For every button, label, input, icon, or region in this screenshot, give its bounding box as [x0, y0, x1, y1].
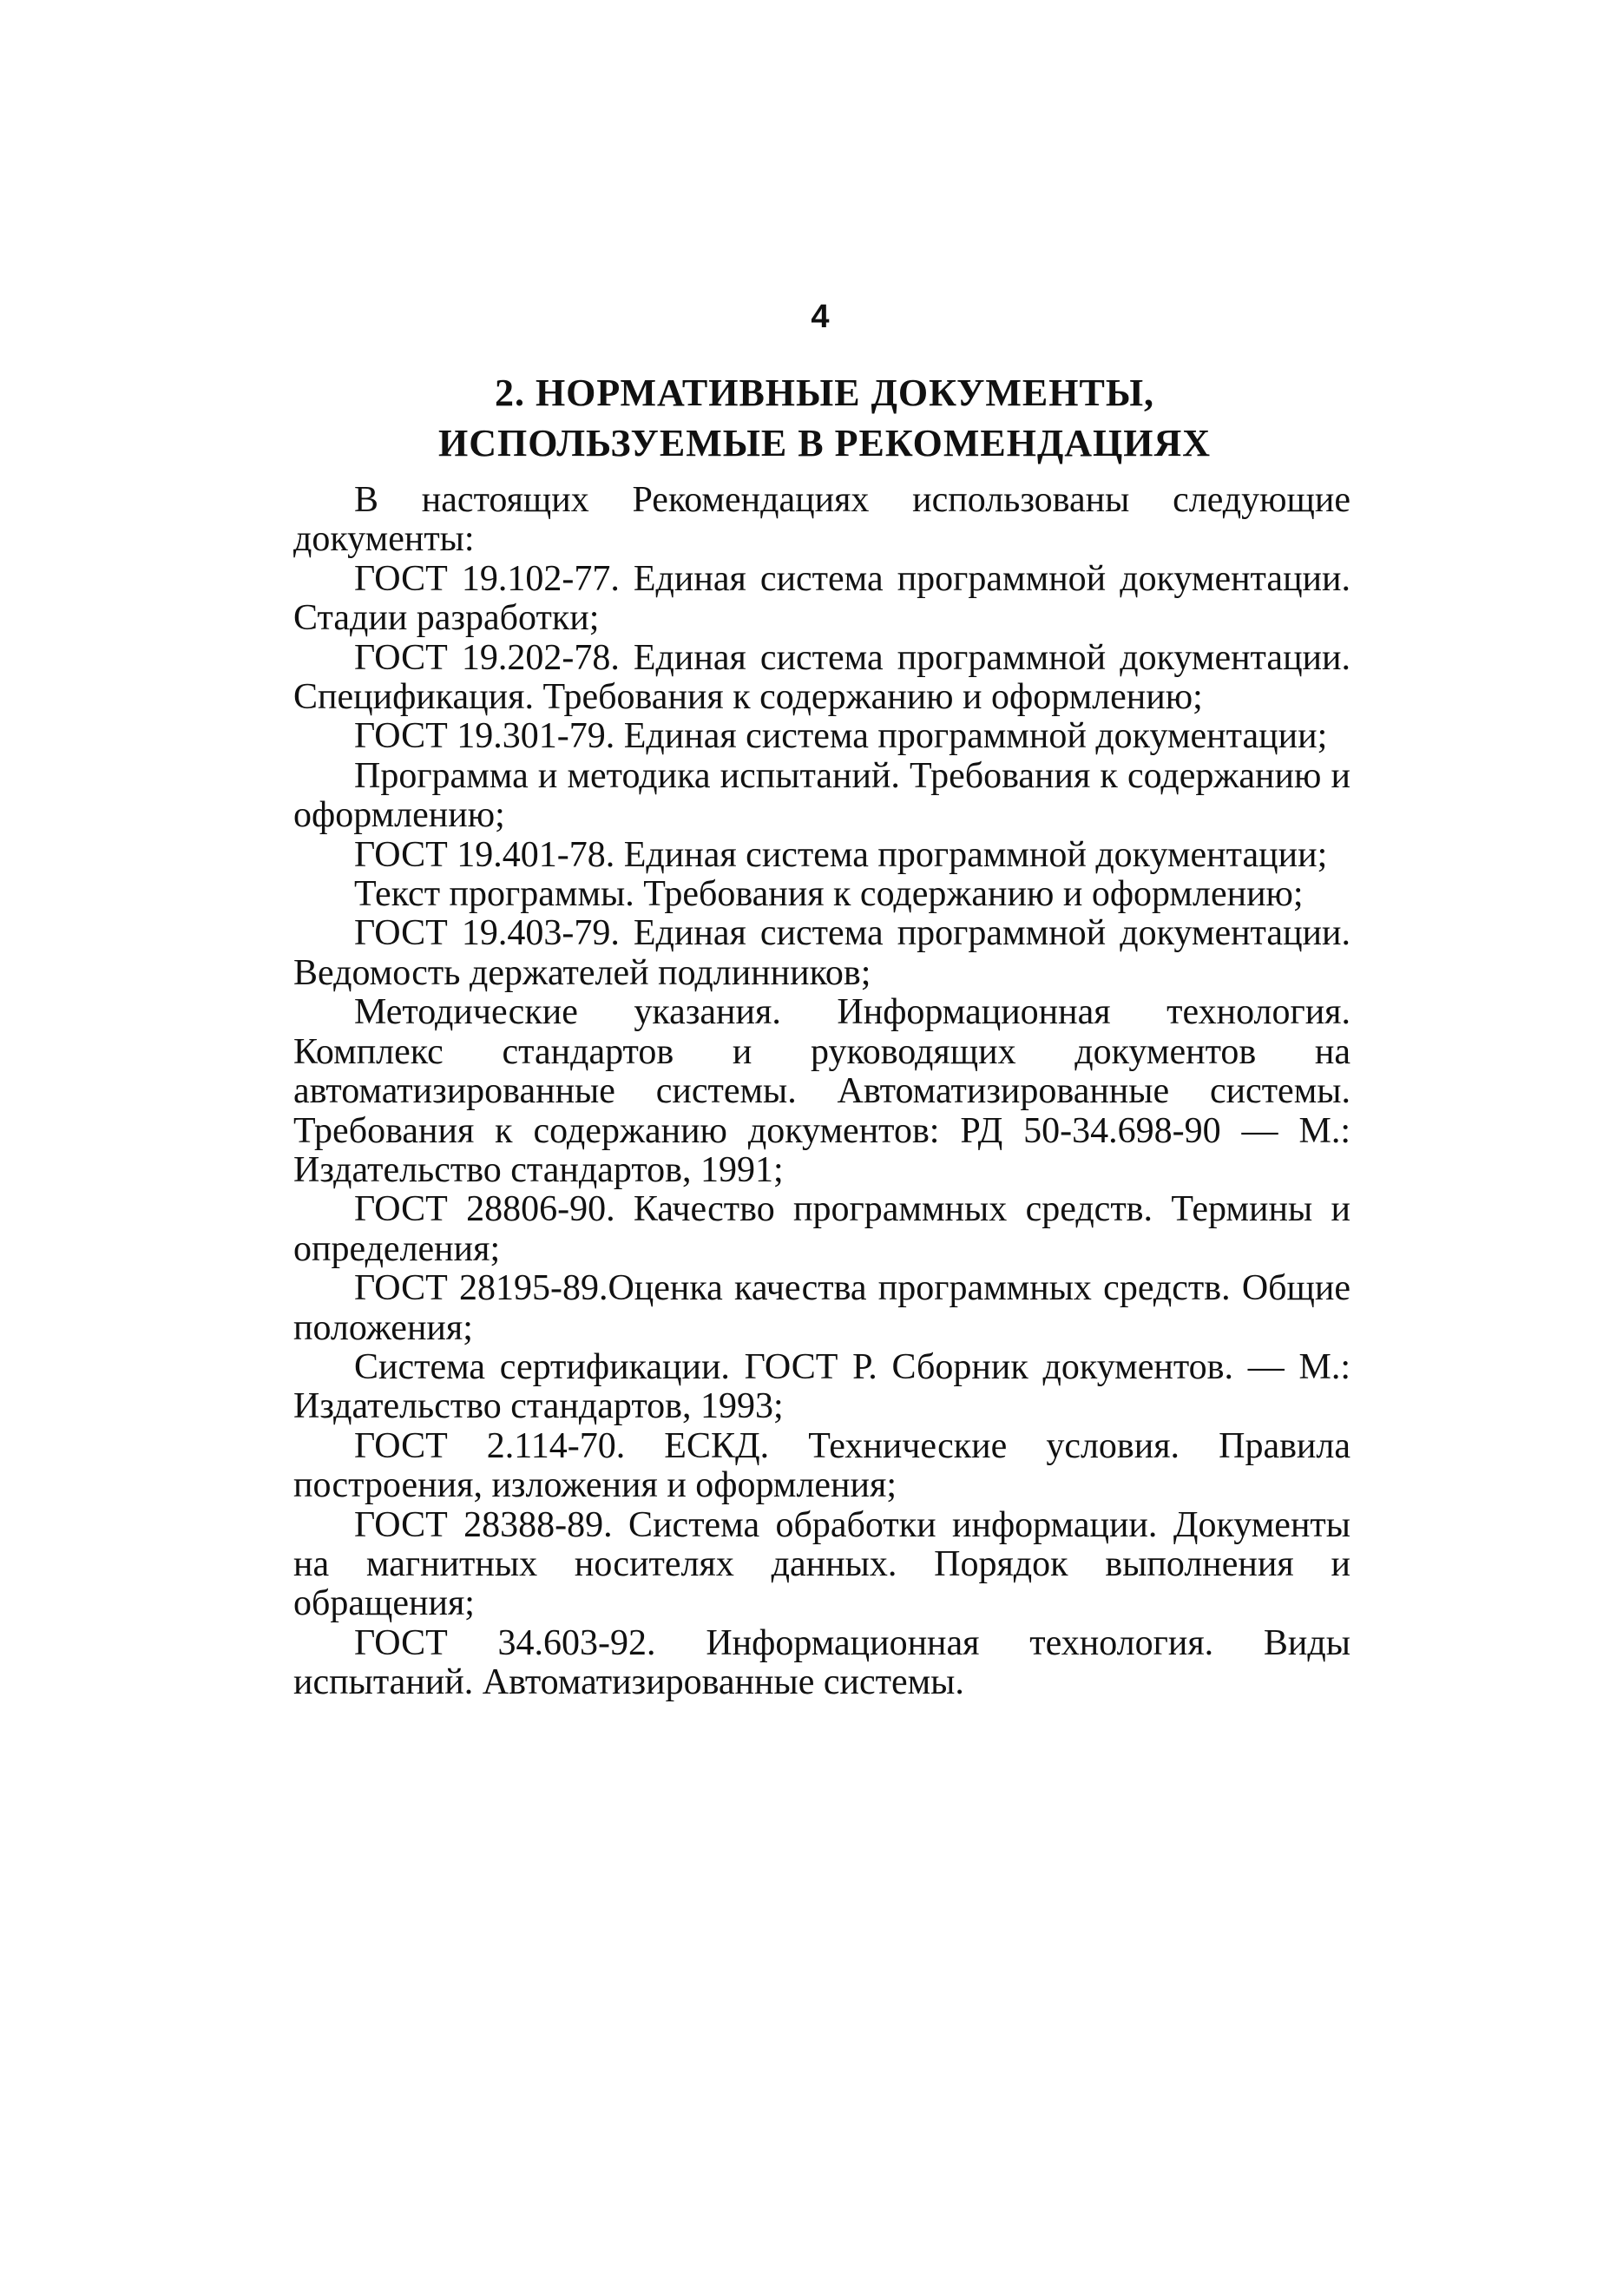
page-number: 4	[811, 299, 830, 335]
reference-program-text: Текст программы. Требования к содержанию и оформлению;	[354, 874, 1304, 915]
reference-gost-28195-89: ГОСТ 28195-89.Оценка качества программных средств. Общие положения;	[293, 1268, 1350, 1348]
section-heading	[295, 368, 1354, 469]
section-heading-line-2: ИСПОЛЬЗУЕМЫЕ В РЕКОМЕНДАЦИЯХ	[437, 422, 1212, 464]
section-heading-line-1: 2. НОРМАТИВНЫЕ ДОКУМЕНТЫ,	[494, 372, 1155, 414]
reference-gost-28388-89: ГОСТ 28388-89. Система обработки информации. Документы на магнитных носителях данных. Порядок выполнения и обращения;	[293, 1504, 1350, 1624]
reference-gost-19-102-77: ГОСТ 19.102-77. Единая система программной документации. Стадии разработки;	[293, 558, 1350, 639]
reference-gost-28806-90: ГОСТ 28806-90. Качество программных средств. Термины и определения;	[293, 1189, 1350, 1269]
reference-gost-19-401-78: ГОСТ 19.401-78. Единая система программной документации;	[354, 834, 1328, 875]
reference-certification-system: Система сертификации. ГОСТ Р. Сборник документов. — М.: Издательство стандартов, 1993;	[293, 1346, 1350, 1427]
reference-gost-19-301-79: ГОСТ 19.301-79. Единая система программной документации;	[354, 716, 1328, 757]
reference-gost-19-202-78: ГОСТ 19.202-78. Единая система программной документации. Спецификация. Требования к содержанию и оформлению;	[293, 637, 1350, 718]
reference-gost-2-114-70: ГОСТ 2.114-70. ЕСКД. Технические условия. Правила построения, изложения и оформления;	[293, 1425, 1350, 1506]
reference-gost-34-603-92: ГОСТ 34.603-92. Информационная технология. Виды испытаний. Автоматизированные системы.	[293, 1622, 1350, 1703]
reference-test-program-and-methods: Программа и методика испытаний. Требования к содержанию и оформлению;	[293, 755, 1350, 836]
reference-gost-19-403-79: ГОСТ 19.403-79. Единая система программной документации. Ведомость держателей подлинников;	[293, 913, 1350, 993]
reference-rd-50-34-698-90: Методические указания. Информационная технология. Комплекс стандартов и руководящих документов на автоматизированные системы. Автоматизированные системы. Требования к содержанию документов: РД 50-34.698-90 — М.: Издательство стандартов, 1991;	[293, 992, 1350, 1190]
intro-paragraph: В настоящих Рекомендациях использованы следующие документы:	[293, 480, 1350, 560]
document-body	[293, 481, 1350, 1703]
